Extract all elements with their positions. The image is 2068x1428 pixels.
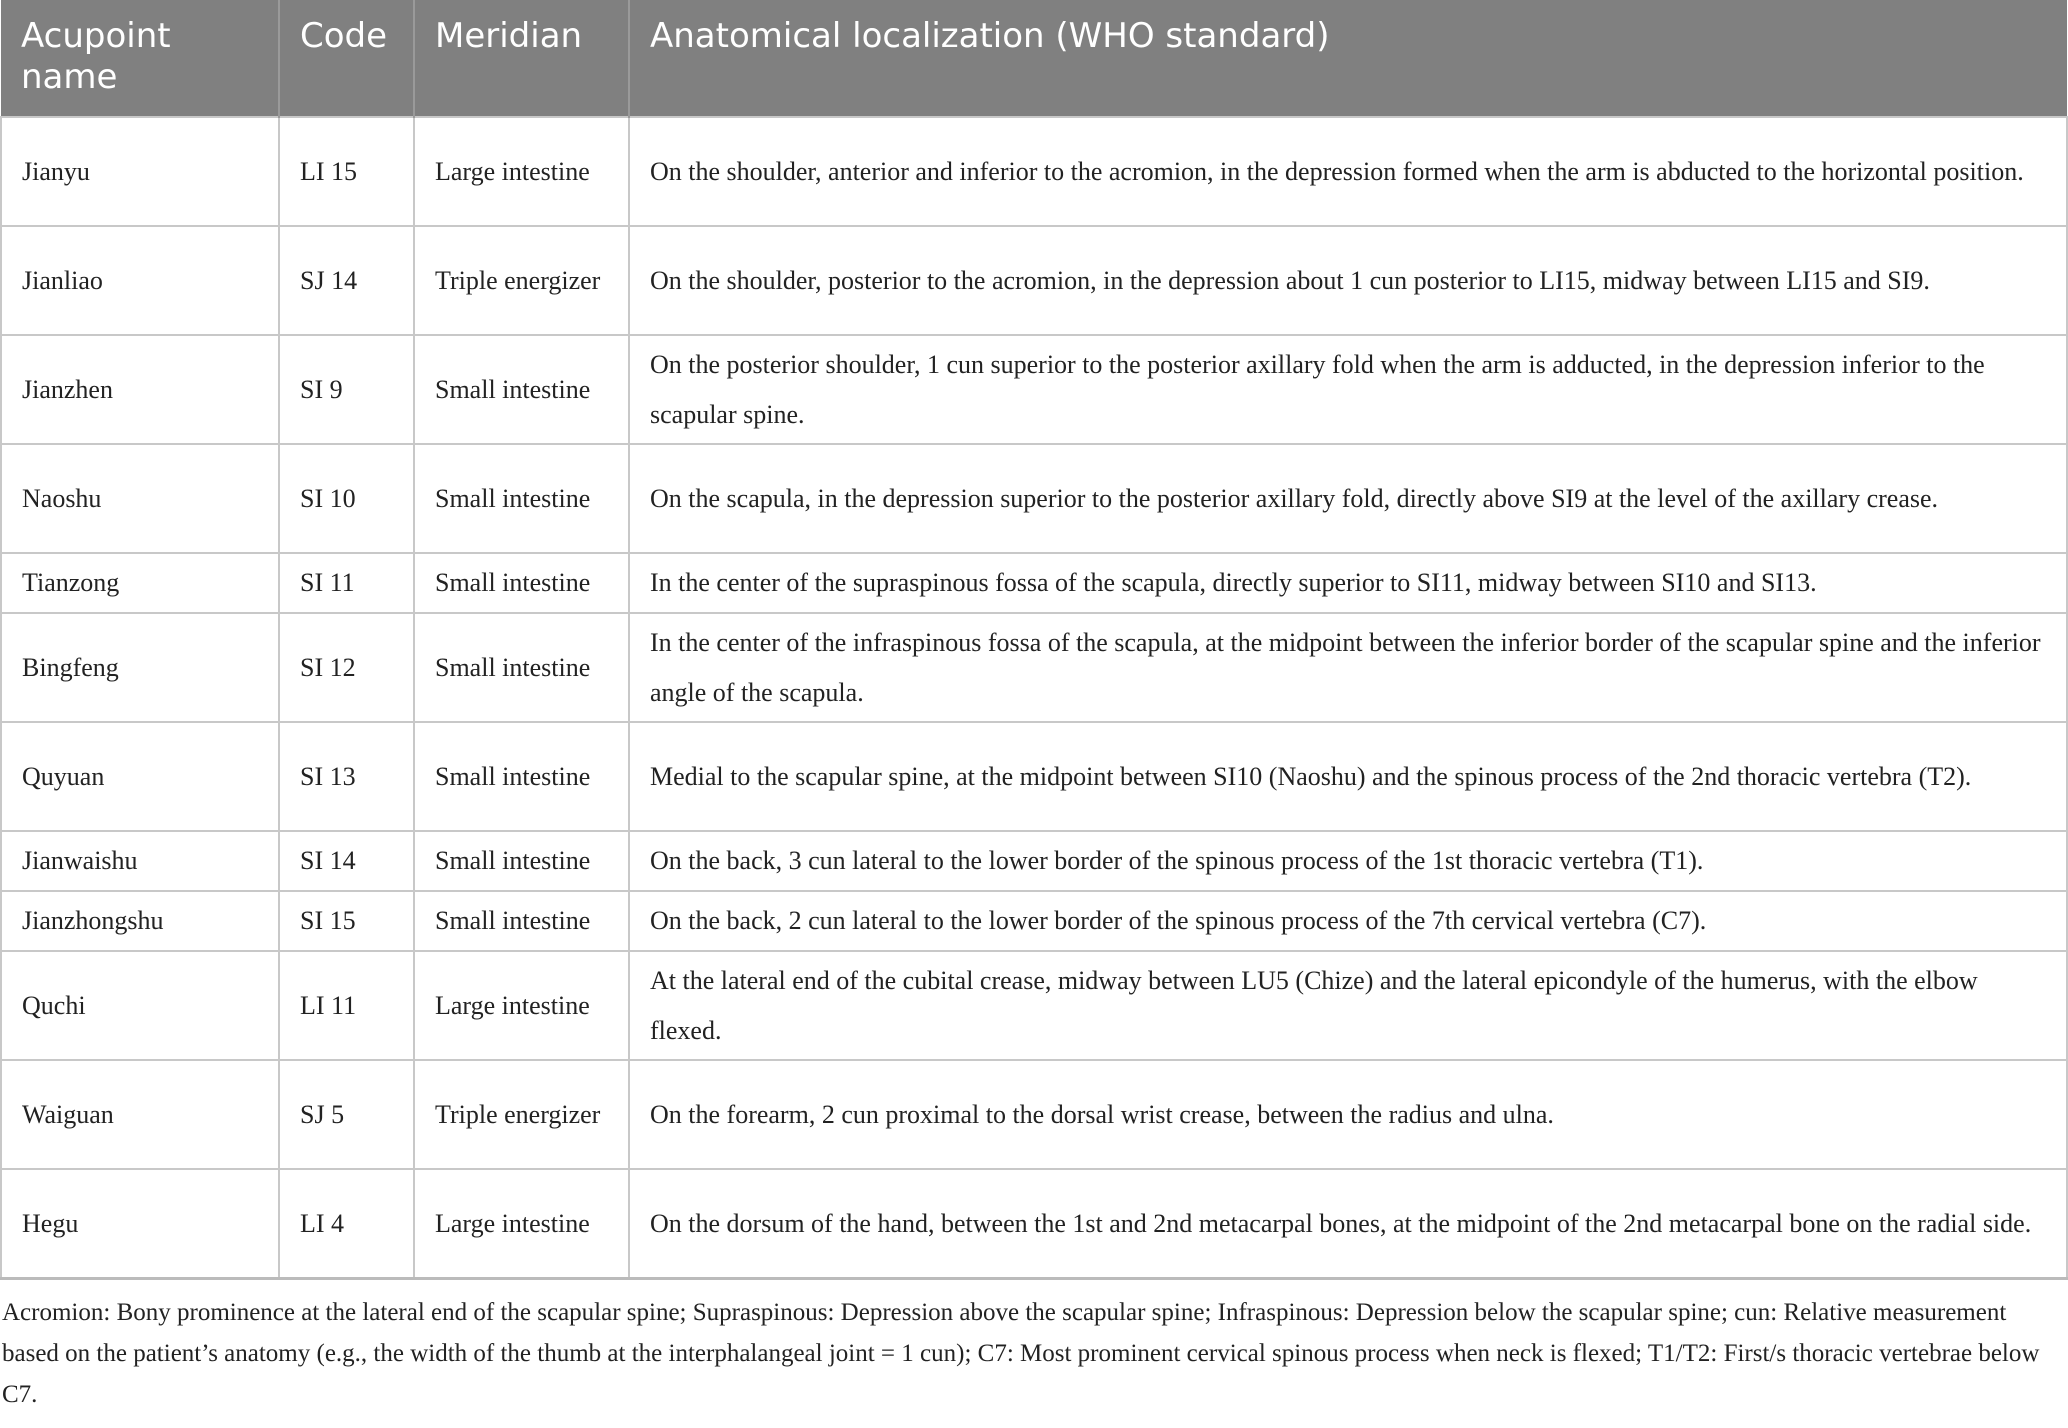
localization-cell: On the shoulder, anterior and inferior to the acromion, in the depression formed when the arm is abducted to the horizontal position. (629, 117, 2067, 226)
localization-cell: At the lateral end of the cubital crease, midway between LU5 (Chize) and the lateral epicondyle of the humerus, with the elbow flexed. (629, 951, 2067, 1060)
header-code: Code (279, 0, 414, 117)
meridian-cell: Small intestine (414, 722, 629, 831)
table-row (1, 951, 2067, 1060)
header-localization: Anatomical localization (WHO standard) (629, 0, 2067, 117)
acupoint-name-cell: Jianwaishu (1, 831, 279, 891)
meridian-cell: Small intestine (414, 553, 629, 613)
meridian-cell: Small intestine (414, 891, 629, 951)
code-cell: SI 11 (279, 553, 414, 613)
localization-cell: On the scapula, in the depression superior to the posterior axillary fold, directly above SI9 at the level of the axillary crease. (629, 444, 2067, 553)
acupoint-name-cell: Jianzhongshu (1, 891, 279, 951)
code-cell: SI 15 (279, 891, 414, 951)
table-row (1, 722, 2067, 831)
header-acupoint-name: Acupoint name (1, 0, 279, 117)
table-header-row (1, 0, 2067, 117)
meridian-cell: Large intestine (414, 1169, 629, 1279)
meridian-cell: Large intestine (414, 951, 629, 1060)
code-cell: LI 4 (279, 1169, 414, 1279)
code-cell: SJ 5 (279, 1060, 414, 1169)
acupoint-name-cell: Hegu (1, 1169, 279, 1279)
code-cell: SJ 14 (279, 226, 414, 335)
table-row (1, 553, 2067, 613)
acupoint-name-cell: Jianzhen (1, 335, 279, 444)
meridian-cell: Small intestine (414, 831, 629, 891)
meridian-cell: Small intestine (414, 613, 629, 722)
table-row (1, 831, 2067, 891)
localization-cell: In the center of the supraspinous fossa of the scapula, directly superior to SI11, midway between SI10 and SI13. (629, 553, 2067, 613)
code-cell: SI 13 (279, 722, 414, 831)
header-meridian: Meridian (414, 0, 629, 117)
table-row (1, 891, 2067, 951)
localization-cell: In the center of the infraspinous fossa of the scapula, at the midpoint between the inferior border of the scapular spine and the inferior angle of the scapula. (629, 613, 2067, 722)
code-cell: SI 9 (279, 335, 414, 444)
acupoint-name-cell: Jianyu (1, 117, 279, 226)
table-row (1, 444, 2067, 553)
localization-cell: Medial to the scapular spine, at the midpoint between SI10 (Naoshu) and the spinous process of the 2nd thoracic vertebra (T2). (629, 722, 2067, 831)
meridian-cell: Small intestine (414, 335, 629, 444)
table-row (1, 226, 2067, 335)
localization-cell: On the dorsum of the hand, between the 1st and 2nd metacarpal bones, at the midpoint of the 2nd metacarpal bone on the radial side. (629, 1169, 2067, 1279)
localization-cell: On the posterior shoulder, 1 cun superior to the posterior axillary fold when the arm is adducted, in the depression inferior to the scapular spine. (629, 335, 2067, 444)
code-cell: SI 10 (279, 444, 414, 553)
code-cell: LI 11 (279, 951, 414, 1060)
meridian-cell: Small intestine (414, 444, 629, 553)
table-row (1, 117, 2067, 226)
localization-cell: On the shoulder, posterior to the acromion, in the depression about 1 cun posterior to LI15, midway between LI15 and SI9. (629, 226, 2067, 335)
acupoint-name-cell: Naoshu (1, 444, 279, 553)
acupoint-name-cell: Tianzong (1, 553, 279, 613)
acupoint-name-cell: Waiguan (1, 1060, 279, 1169)
localization-cell: On the back, 3 cun lateral to the lower border of the spinous process of the 1st thoracic vertebra (T1). (629, 831, 2067, 891)
meridian-cell: Triple energizer (414, 1060, 629, 1169)
code-cell: SI 12 (279, 613, 414, 722)
localization-cell: On the forearm, 2 cun proximal to the dorsal wrist crease, between the radius and ulna. (629, 1060, 2067, 1169)
table-row (1, 1060, 2067, 1169)
acupoint-name-cell: Quchi (1, 951, 279, 1060)
code-cell: SI 14 (279, 831, 414, 891)
table-row (1, 335, 2067, 444)
table-footnote: Acromion: Bony prominence at the lateral end of the scapular spine; Supraspinous: Depression above the scapular spine; Infraspinous: Depression below the scapular spine; cun: Relative measurement based on the patient’s anatomy (e.g., the width of the thumb at the interphalangeal joint = 1 cun); C7: Most prominent cervical spinous process when neck is flexed; T1/T2: First/s thoracic vertebrae below C7. (2, 1299, 2040, 1408)
acupoint-name-cell: Jianliao (1, 226, 279, 335)
table-row (1, 613, 2067, 722)
meridian-cell: Large intestine (414, 117, 629, 226)
acupoint-name-cell: Quyuan (1, 722, 279, 831)
table-row (1, 1169, 2067, 1279)
localization-cell: On the back, 2 cun lateral to the lower border of the spinous process of the 7th cervical vertebra (C7). (629, 891, 2067, 951)
meridian-cell: Triple energizer (414, 226, 629, 335)
code-cell: LI 15 (279, 117, 414, 226)
acupoint-name-cell: Bingfeng (1, 613, 279, 722)
